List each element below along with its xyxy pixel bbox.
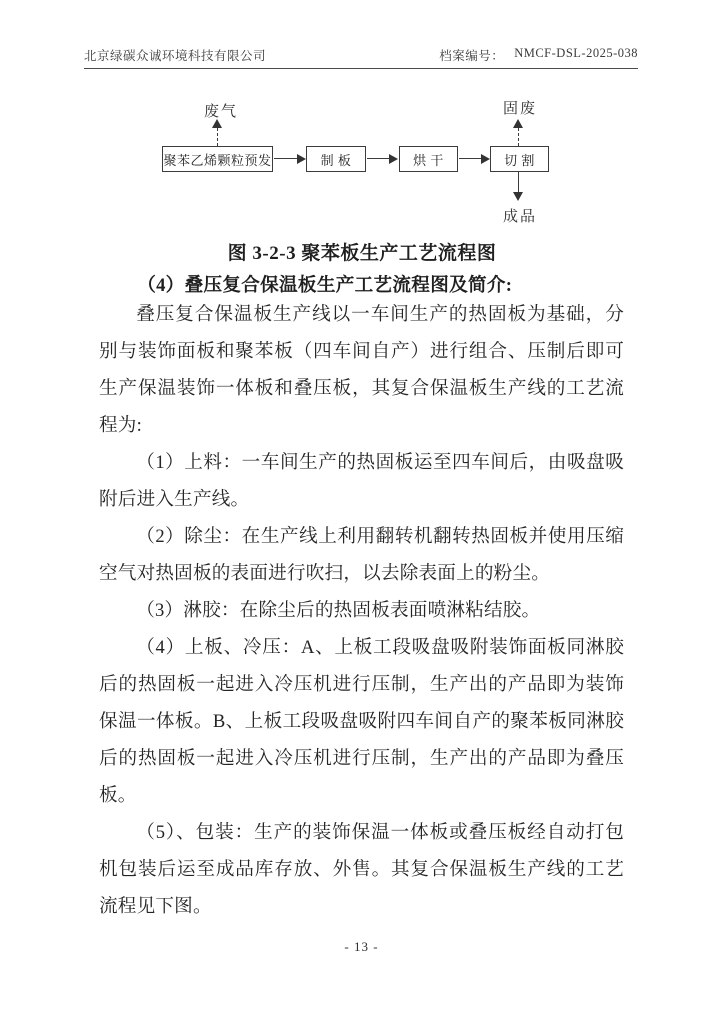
paragraph-step-4: （4）上板、冷压：A、上板工段吸盘吸附装饰面板同淋胶后的热固板一起进入冷压机进行压制，生产出的产品即为装饰保温一体板。B、上板工段吸盘吸附四车间自产的聚苯板同淋胶后的热固板一起进入冷压机进行压制，生产出的产品即为叠压板。: [99, 637, 624, 806]
dashed-connector: [518, 128, 519, 146]
flow-box-board-making: [306, 146, 366, 172]
flow-box-label: 切 割: [504, 152, 535, 168]
flow-box-cutting: [490, 146, 549, 172]
paragraph-step-3: （3）淋胶：在除尘后的热固板表面喷淋粘结胶。: [136, 600, 541, 621]
flow-connector: [518, 172, 519, 193]
archive-number-group: [439, 46, 638, 64]
arrow-right-icon: [297, 154, 306, 164]
paragraph-step-2: （2）除尘：在生产线上利用翻转机翻转热固板并使用压缩空气对热固板的表面进行吹扫，以去除表面上的粉尘。: [99, 526, 624, 584]
arrow-right-icon: [481, 154, 490, 164]
flow-connector: [459, 158, 482, 159]
archive-label: 档案编号：: [439, 49, 505, 63]
company-name: 北京绿碳众诚环境科技有限公司: [84, 49, 267, 63]
product-label: 成品: [503, 209, 538, 225]
arrow-up-icon: [513, 119, 523, 128]
arrow-right-icon: [389, 154, 398, 164]
body-text: [99, 296, 624, 925]
flow-connector: [274, 158, 298, 159]
paragraph-step-5: （5）、包装：生产的装饰保温一体板或叠压板经自动打包机包装后运至成品库存放、外售。其复合保温板生产线的工艺流程见下图。: [99, 822, 624, 917]
arrow-up-icon: [212, 119, 222, 128]
process-flowchart: [100, 95, 624, 227]
solid-waste-label: 固废: [503, 101, 538, 117]
paragraph-intro: 叠压复合保温板生产线以一车间生产的热固板为基础，分别与装饰面板和聚苯板（四车间自产）进行组合、压制后即可生产保温装饰一体板和叠压板，其复合保温板生产线的工艺流程为:: [99, 304, 624, 436]
flow-box-label: 聚苯乙烯颗粒预发: [163, 152, 272, 168]
flow-box-label: 烘 干: [413, 152, 444, 168]
dashed-connector: [217, 128, 218, 146]
section-heading: （4）叠压复合保温板生产工艺流程图及简介:: [137, 275, 513, 296]
figure-caption: 图 3-2-3 聚苯板生产工艺流程图: [227, 243, 497, 264]
page-number: - 13 -: [344, 939, 379, 954]
waste-gas-label: 废气: [204, 104, 239, 120]
archive-number: NMCF-DSL-2025-038: [514, 46, 638, 60]
page-header: [84, 46, 638, 69]
flow-box-drying: [399, 146, 458, 172]
paragraph-step-1: （1）上料：一车间生产的热固板运至四车间后，由吸盘吸附后进入生产线。: [99, 452, 624, 510]
flow-box-pre-expansion: [162, 146, 273, 172]
arrow-down-icon: [513, 192, 523, 201]
flow-box-label: 制 板: [320, 152, 352, 168]
flow-connector: [367, 158, 390, 159]
